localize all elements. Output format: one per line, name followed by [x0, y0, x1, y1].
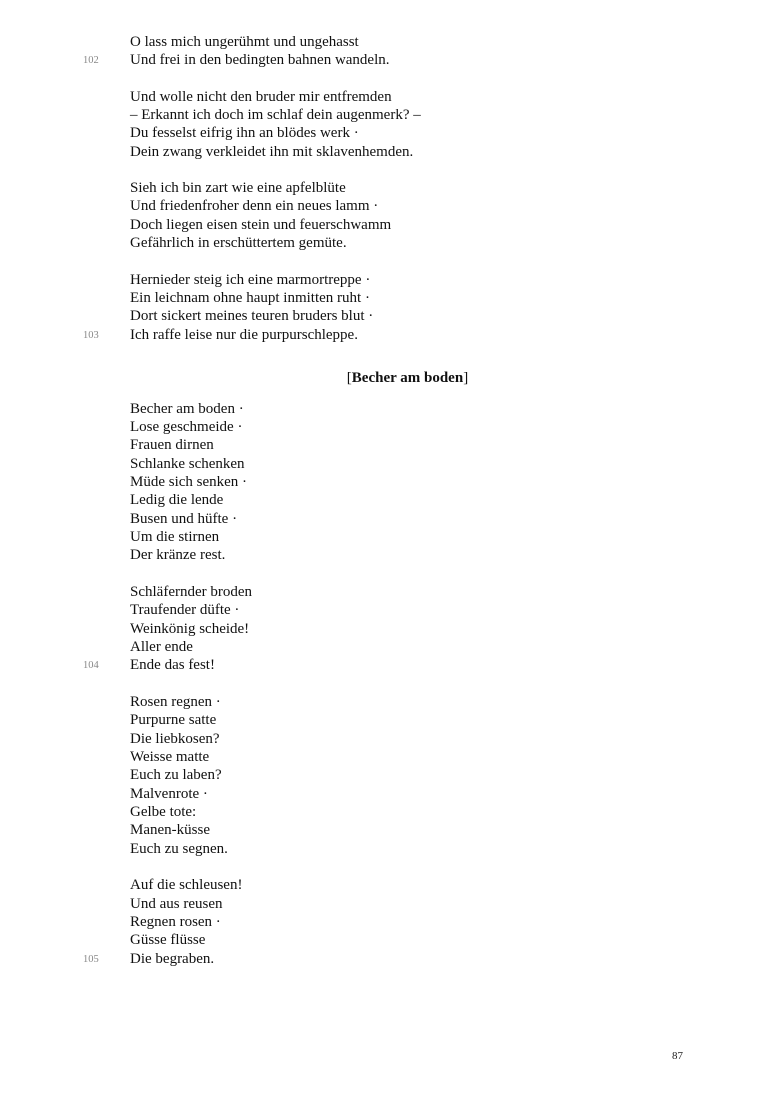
- verse-line: Die begraben.: [130, 951, 215, 967]
- verse-line: Ledig die lende: [130, 492, 224, 508]
- verse-line: Gefährlich in erschüttertem gemüte.: [130, 235, 347, 251]
- verse-line: Traufender düfte ·: [130, 602, 240, 618]
- verse-line: O lass mich ungerühmt und ungehasst: [130, 34, 359, 50]
- verse-line: Güsse flüsse: [130, 932, 206, 948]
- verse-line: Frauen dirnen: [130, 437, 214, 453]
- verse-line: Die liebkosen?: [130, 731, 220, 747]
- verse-line: Und aus reusen: [130, 896, 223, 912]
- verse-line: Rosen regnen ·: [130, 694, 221, 710]
- verse-line: Busen und hüfte ·: [130, 511, 238, 527]
- verse-line: Müde sich senken ·: [130, 474, 248, 490]
- verse-line: Aller ende: [130, 639, 193, 655]
- verse-line: Sieh ich bin zart wie eine apfelblüte: [130, 180, 346, 196]
- verse-line: Euch zu segnen.: [130, 841, 228, 857]
- verse-line: Schlanke schenken: [130, 456, 245, 472]
- verse-line: Um die stirnen: [130, 529, 220, 545]
- verse-line: Und frei in den bedingten bahnen wandeln.: [130, 52, 390, 68]
- verse-line: Hernieder steig ich eine marmortreppe ·: [130, 272, 371, 288]
- title-bracket-open: [: [346, 370, 352, 386]
- verse-line: Doch liegen eisen stein und feuerschwamm: [130, 217, 392, 233]
- verse-line: Euch zu laben?: [130, 767, 222, 783]
- verse-line: Malvenrote ·: [130, 786, 208, 802]
- verse-line: Und wolle nicht den bruder mir entfremden: [130, 89, 392, 105]
- line-number: 105: [83, 954, 99, 965]
- verse-line: Ich raffe leise nur die purpurschleppe.: [130, 327, 358, 343]
- line-number: 103: [83, 330, 99, 341]
- verse-line: Weinkönig scheide!: [130, 621, 250, 637]
- verse-line: Der kränze rest.: [130, 547, 226, 563]
- verse-line: Schläfernder broden: [130, 584, 253, 600]
- verse-line: Becher am boden ·: [130, 401, 244, 417]
- poem-title: [0, 369, 770, 387]
- verse-line: – Erkannt ich doch im schlaf dein augenmerk? –: [130, 107, 421, 123]
- verse-line: Dort sickert meines teuren bruders blut ·: [130, 308, 374, 324]
- verse-line: Gelbe tote:: [130, 804, 197, 820]
- verse-line: Purpurne satte: [130, 712, 217, 728]
- line-number: 104: [83, 660, 99, 671]
- verse-line: Ende das fest!: [130, 657, 215, 673]
- page-number: 87: [672, 1050, 683, 1062]
- line-number: 102: [83, 55, 99, 66]
- verse-line: Manen-küsse: [130, 822, 210, 838]
- verse-line: Lose geschmeide ·: [130, 419, 243, 435]
- verse-line: Ein leichnam ohne haupt inmitten ruht ·: [130, 290, 370, 306]
- poem-title-text: Becher am boden: [351, 370, 464, 386]
- verse-line: Weisse matte: [130, 749, 210, 765]
- verse-line: Und friedenfroher denn ein neues lamm ·: [130, 198, 379, 214]
- verse-line: Auf die schleusen!: [130, 877, 243, 893]
- title-bracket-close: ]: [463, 370, 469, 386]
- verse-line: Du fesselst eifrig ihn an blödes werk ·: [130, 125, 359, 141]
- verse-line: Dein zwang verkleidet ihn mit sklavenhemden.: [130, 144, 414, 160]
- verse-line: Regnen rosen ·: [130, 914, 221, 930]
